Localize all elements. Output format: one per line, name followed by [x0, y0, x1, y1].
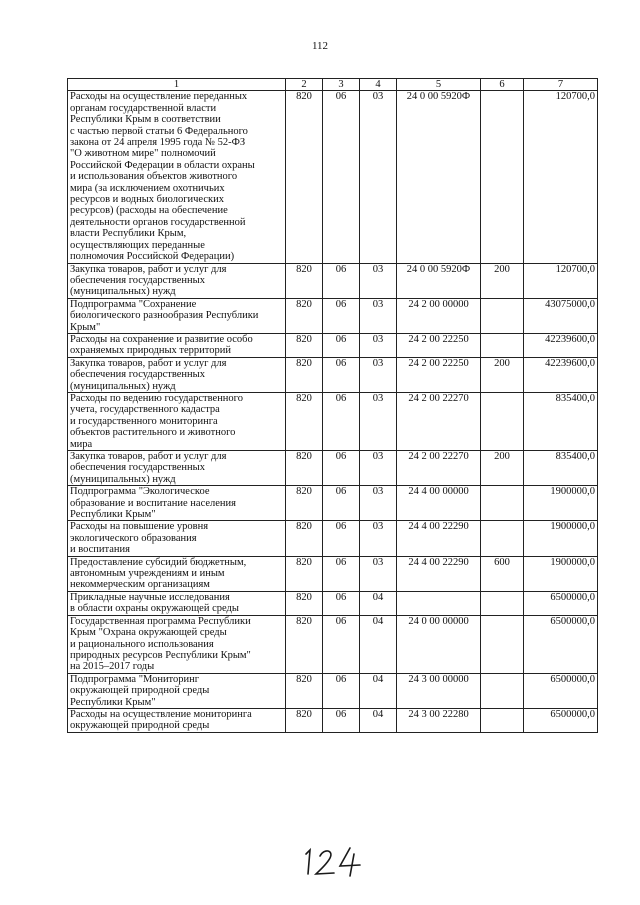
budget-table	[67, 78, 598, 733]
row-subsection-code: 03	[360, 521, 397, 556]
row-amount: 43075000,0	[524, 298, 598, 333]
row-name: Расходы на повышение уровня экологического образования и воспитания	[68, 521, 286, 556]
row-section-code: 06	[323, 357, 360, 392]
table-row	[68, 263, 598, 298]
row-name: Закупка товаров, работ и услуг для обеспечения государственных (муниципальных) нужд	[68, 263, 286, 298]
row-section-code: 06	[323, 486, 360, 521]
table-row	[68, 357, 598, 392]
row-amount: 42239600,0	[524, 357, 598, 392]
row-section-code: 06	[323, 263, 360, 298]
row-amount: 6500000,0	[524, 708, 598, 732]
row-name: Подпрограмма "Мониторинг окружающей природной среды Республики Крым"	[68, 673, 286, 708]
row-amount: 1900000,0	[524, 521, 598, 556]
row-amount: 1900000,0	[524, 556, 598, 591]
row-ministry-code: 820	[286, 521, 323, 556]
row-name: Закупка товаров, работ и услуг для обеспечения государственных (муниципальных) нужд	[68, 357, 286, 392]
row-name: Прикладные научные исследования в области охраны окружающей среды	[68, 591, 286, 615]
row-ministry-code: 820	[286, 673, 323, 708]
header-col-3: 3	[323, 79, 360, 91]
page-number: 112	[311, 40, 329, 52]
row-expense-type	[481, 392, 524, 450]
row-target-article	[397, 591, 481, 615]
row-subsection-code: 04	[360, 673, 397, 708]
row-ministry-code: 820	[286, 357, 323, 392]
row-amount: 120700,0	[524, 263, 598, 298]
row-target-article: 24 4 00 22290	[397, 521, 481, 556]
row-section-code: 06	[323, 298, 360, 333]
row-subsection-code: 03	[360, 556, 397, 591]
row-subsection-code: 03	[360, 486, 397, 521]
row-expense-type	[481, 298, 524, 333]
row-amount: 835400,0	[524, 451, 598, 486]
row-target-article: 24 2 00 00000	[397, 298, 481, 333]
row-name: Подпрограмма "Сохранение биологического разнообразия Республики Крым"	[68, 298, 286, 333]
header-col-6: 6	[481, 79, 524, 91]
row-expense-type	[481, 521, 524, 556]
row-ministry-code: 820	[286, 333, 323, 357]
header-col-1: 1	[68, 79, 286, 91]
table-row	[68, 298, 598, 333]
row-expense-type	[481, 615, 524, 673]
row-section-code: 06	[323, 91, 360, 263]
row-ministry-code: 820	[286, 591, 323, 615]
row-target-article: 24 2 00 22250	[397, 357, 481, 392]
header-row	[68, 79, 598, 91]
row-expense-type: 200	[481, 451, 524, 486]
row-amount: 6500000,0	[524, 591, 598, 615]
row-name: Расходы на осуществление переданных органам государственной власти Республики Крым в соответствии с частью первой статьи 6 Федерального закона от 24 апреля 1995 года № 52-ФЗ "О животном мире" полномочий Российской Федерации в области охраны и использования объектов животного мира (за исключением охотничьих ресурсов и водных биологических ресурсов) (расходы на обеспечение деятельности органов государственной власти Республики Крым, осуществляющих переданные полномочия Российской Федерации)	[68, 91, 286, 263]
row-ministry-code: 820	[286, 298, 323, 333]
row-expense-type: 200	[481, 357, 524, 392]
table-row	[68, 392, 598, 450]
table-row	[68, 708, 598, 732]
table-row	[68, 451, 598, 486]
row-target-article: 24 2 00 22250	[397, 333, 481, 357]
header-col-2: 2	[286, 79, 323, 91]
header-col-4: 4	[360, 79, 397, 91]
row-amount: 6500000,0	[524, 673, 598, 708]
row-ministry-code: 820	[286, 556, 323, 591]
table-row	[68, 333, 598, 357]
row-target-article: 24 0 00 00000	[397, 615, 481, 673]
row-target-article: 24 2 00 22270	[397, 451, 481, 486]
row-subsection-code: 03	[360, 91, 397, 263]
row-ministry-code: 820	[286, 392, 323, 450]
row-subsection-code: 03	[360, 357, 397, 392]
row-amount: 120700,0	[524, 91, 598, 263]
row-section-code: 06	[323, 615, 360, 673]
row-name: Расходы на осуществление мониторинга окружающей природной среды	[68, 708, 286, 732]
row-section-code: 06	[323, 333, 360, 357]
row-name: Закупка товаров, работ и услуг для обеспечения государственных (муниципальных) нужд	[68, 451, 286, 486]
row-ministry-code: 820	[286, 615, 323, 673]
row-ministry-code: 820	[286, 451, 323, 486]
row-subsection-code: 04	[360, 708, 397, 732]
row-expense-type	[481, 591, 524, 615]
row-subsection-code: 03	[360, 263, 397, 298]
row-subsection-code: 04	[360, 591, 397, 615]
row-expense-type: 600	[481, 556, 524, 591]
row-subsection-code: 04	[360, 615, 397, 673]
row-target-article: 24 0 00 5920Ф	[397, 91, 481, 263]
row-target-article: 24 4 00 22290	[397, 556, 481, 591]
row-expense-type	[481, 673, 524, 708]
handwritten-page-number	[300, 840, 370, 880]
row-expense-type	[481, 708, 524, 732]
row-name: Расходы на сохранение и развитие особо охраняемых природных территорий	[68, 333, 286, 357]
row-amount: 1900000,0	[524, 486, 598, 521]
row-section-code: 06	[323, 591, 360, 615]
row-expense-type	[481, 91, 524, 263]
row-amount: 42239600,0	[524, 333, 598, 357]
row-expense-type	[481, 486, 524, 521]
row-section-code: 06	[323, 521, 360, 556]
table-row	[68, 486, 598, 521]
row-ministry-code: 820	[286, 263, 323, 298]
row-name: Предоставление субсидий бюджетным, автономным учреждениям и иным некоммерческим организациям	[68, 556, 286, 591]
row-ministry-code: 820	[286, 486, 323, 521]
header-col-5: 5	[397, 79, 481, 91]
row-subsection-code: 03	[360, 333, 397, 357]
table-row	[68, 521, 598, 556]
row-expense-type: 200	[481, 263, 524, 298]
table-row	[68, 591, 598, 615]
row-target-article: 24 3 00 22280	[397, 708, 481, 732]
row-section-code: 06	[323, 392, 360, 450]
row-subsection-code: 03	[360, 298, 397, 333]
row-section-code: 06	[323, 451, 360, 486]
table-row	[68, 615, 598, 673]
row-section-code: 06	[323, 708, 360, 732]
row-expense-type	[481, 333, 524, 357]
row-section-code: 06	[323, 673, 360, 708]
table-row	[68, 673, 598, 708]
row-amount: 6500000,0	[524, 615, 598, 673]
row-section-code: 06	[323, 556, 360, 591]
header-col-7: 7	[524, 79, 598, 91]
row-name: Государственная программа Республики Крым "Охрана окружающей среды и рационального использования природных ресурсов Республики Крым" на 2015–2017 годы	[68, 615, 286, 673]
row-name: Подпрограмма "Экологическое образование и воспитание населения Республики Крым"	[68, 486, 286, 521]
row-target-article: 24 2 00 22270	[397, 392, 481, 450]
row-target-article: 24 3 00 00000	[397, 673, 481, 708]
row-target-article: 24 4 00 00000	[397, 486, 481, 521]
row-name: Расходы по ведению государственного учета, государственного кадастра и государственного мониторинга объектов растительного и животного мира	[68, 392, 286, 450]
row-subsection-code: 03	[360, 451, 397, 486]
row-amount: 835400,0	[524, 392, 598, 450]
row-subsection-code: 03	[360, 392, 397, 450]
row-target-article: 24 0 00 5920Ф	[397, 263, 481, 298]
table-row	[68, 91, 598, 263]
row-ministry-code: 820	[286, 91, 323, 263]
row-ministry-code: 820	[286, 708, 323, 732]
table-row	[68, 556, 598, 591]
